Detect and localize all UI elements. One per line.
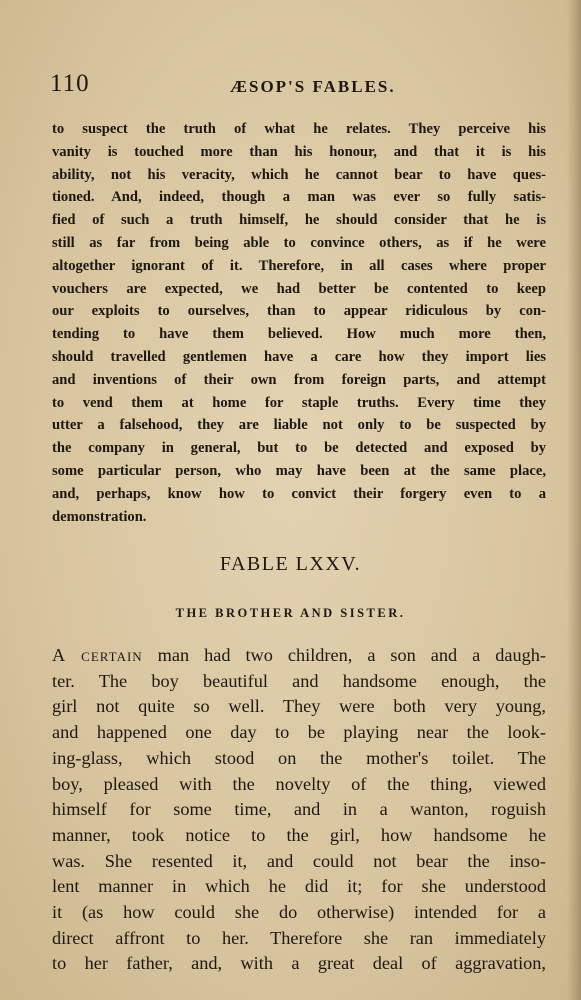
text-line: was. She resented it, and could not bear the inso- [52, 850, 546, 871]
text-line: himself for some time, and in a wanton, roguish [52, 799, 546, 820]
text-line: demonstration. [52, 508, 147, 525]
text-line: should travelled gentlemen have a care how they import lies [52, 348, 546, 365]
text-line: to vend them at home for staple truths. Every time they [52, 394, 546, 411]
text-line: to suspect the truth of what he relates. They perceive his [52, 121, 546, 137]
text-line: utter a falsehood, they are liable not only to be suspected by [52, 417, 546, 434]
text-line: lent manner in which he did it; for she understood [52, 876, 546, 897]
text-line: and inventions of their own from foreign parts, and attempt [52, 371, 546, 388]
text-line: tioned. And, indeed, though a man was ever so fully satis- [52, 189, 546, 206]
fable-subtitle: THE BROTHER AND SISTER. [175, 606, 406, 620]
page-number: 110 [50, 70, 90, 97]
text-line: girl not quite so well. They were both very young, [52, 696, 546, 717]
text-line: and happened one day to be playing near the look- [52, 722, 546, 743]
page-edge-shadow [567, 0, 581, 1000]
page-header [50, 70, 540, 100]
fable-title: FABLE LXXV. [219, 553, 362, 575]
text-line: still as far from being able to convince others, as if he were [52, 234, 546, 251]
text-line: vouchers are expected, we had better be contented to keep [52, 280, 546, 297]
first-line-text: man had two children, a son and a daugh- [142, 645, 546, 665]
text-line: tending to have them believed. How much more then, [52, 326, 546, 343]
text-line-first [52, 643, 546, 669]
text-line: ter. The boy beautiful and handsome enough, the [52, 670, 546, 691]
text-line: boy, pleased with the novelty of the thing, viewed [52, 773, 546, 794]
text-line: altogether ignorant of it. Therefore, in all cases where proper [52, 257, 546, 274]
fable-paragraph [52, 643, 546, 977]
text-line: it (as how could she do otherwise) intended for a [52, 902, 546, 923]
text-line: vanity is touched more than his honour, and that it is his [52, 143, 546, 160]
running-head: ÆSOP'S FABLES. [230, 77, 396, 96]
text-line: fied of such a truth himself, he should consider that he is [52, 212, 546, 229]
text-line: ing-glass, which stood on the mother's toilet. The [52, 747, 546, 768]
moral-paragraph [52, 118, 546, 528]
text-line: the company in general, but to be detected and exposed by [52, 440, 546, 457]
opening-words: A certain [52, 645, 143, 665]
text-line: direct affront to her. Therefore she ran immediately [52, 927, 546, 948]
text-line: our exploits to ourselves, than to appear ridiculous by con- [52, 303, 546, 320]
text-line: to her father, and, with a great deal of aggravation, [52, 953, 546, 974]
text-line: ability, not his veracity, which he cannot bear to have ques- [52, 166, 546, 183]
text-line: some particular person, who may have been at the same place, [52, 462, 546, 479]
text-line: manner, took notice to the girl, how handsome he [52, 824, 546, 845]
text-line: and, perhaps, know how to convict their forgery even to a [52, 485, 546, 502]
